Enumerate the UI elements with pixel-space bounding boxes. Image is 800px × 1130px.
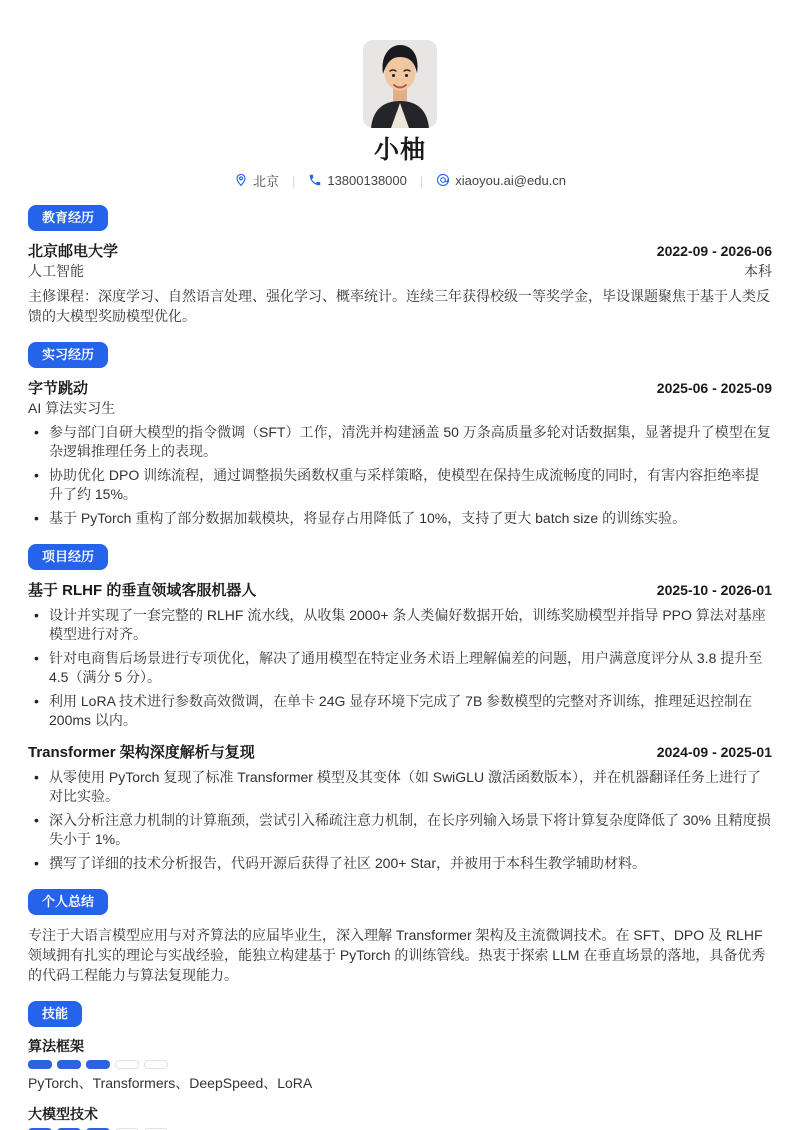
bullet-item: • 基于 PyTorch 重构了部分数据加载模块，将显存占用降低了 10%，支持了更大 batch size 的训练实验。 — [28, 509, 772, 528]
education-entry-head — [28, 241, 772, 262]
contact-phone-text: 13800138000 — [327, 172, 407, 188]
section-projects — [28, 544, 772, 873]
section-education — [28, 205, 772, 326]
contact-phone — [308, 173, 407, 188]
internship-entry-head — [28, 378, 772, 399]
bullet-item: • 深入分析注意力机制的计算瓶颈，尝试引入稀疏注意力机制，在长序列输入场景下将计算复杂度降低了 30% 且精度损失小于 1%。 — [28, 811, 772, 849]
skill-level-segment — [86, 1060, 110, 1069]
contact-email-text: xiaoyou.ai@edu.cn — [455, 172, 567, 188]
education-major: 人工智能 — [28, 263, 84, 279]
project-title: Transformer 架构深度解析与复现 — [28, 744, 255, 761]
contact-location-text: 北京 — [252, 173, 279, 189]
section-badge-skills: 技能 — [28, 1001, 82, 1027]
section-summary — [28, 889, 772, 985]
phone-icon — [308, 173, 322, 187]
summary-text: 专注于大语言模型应用与对齐算法的应届毕业生，深入理解 Transformer 架构及主流微调技术。在 SFT、DPO 及 RLHF 领域拥有扎实的理论与实战经验，能独立构建基于 PyTorch 的训练管线。热衷于探索 LLM 在垂直场景的落地，具备优秀的代码工程能力与算法复现能力。 — [28, 927, 766, 983]
bullet-item: • 利用 LoRA 技术进行参数高效微调，在单卡 24G 显存环境下完成了 7B 参数模型的完整对齐训练，推理延迟控制在 200ms 以内。 — [28, 692, 772, 730]
skill-level-segment — [115, 1060, 139, 1069]
skill-name: 算法框架 — [28, 1038, 84, 1054]
section-badge-internship: 实习经历 — [28, 342, 108, 368]
contact-location — [234, 171, 279, 190]
email-icon — [436, 173, 450, 187]
section-badge-projects: 项目经历 — [28, 544, 108, 570]
school-name: 北京邮电大学 — [28, 243, 119, 260]
project-entry-head — [28, 580, 772, 601]
project-entry-head — [28, 742, 772, 763]
internship-role: AI 算法实习生 — [28, 400, 116, 416]
project-date: 2025-10 - 2026-01 — [656, 582, 772, 598]
bullet-item: • 参与部门自研大模型的指令微调（SFT）工作，清洗并构建涵盖 50 万条高质量多轮对话数据集，显著提升了模型在复杂逻辑推理任务上的表现。 — [28, 423, 772, 461]
contact-row — [28, 171, 772, 189]
company-name: 字节跳动 — [28, 380, 89, 397]
contact-separator: | — [419, 172, 424, 188]
project-title: 基于 RLHF 的垂直领域客服机器人 — [28, 582, 257, 599]
project-date: 2024-09 - 2025-01 — [656, 744, 772, 760]
education-date: 2022-09 - 2026-06 — [656, 243, 772, 259]
section-internship — [28, 342, 772, 528]
location-icon — [234, 173, 248, 187]
skill-detail: PyTorch、Transformers、DeepSpeed、LoRA — [28, 1075, 313, 1091]
bullet-item: • 针对电商售后场景进行专项优化，解决了通用模型在特定业务术语上理解偏差的问题，用户满意度评分从 3.8 提升至 4.5（满分 5 分）。 — [28, 649, 772, 687]
education-degree: 本科 — [744, 263, 772, 279]
skill-level-segment — [144, 1060, 168, 1069]
education-description: 主修课程：深度学习、自然语言处理、强化学习、概率统计。连续三年获得校级一等奖学金，毕设课题聚焦于基于人类反馈的大模型奖励模型优化。 — [28, 288, 770, 324]
section-skills — [28, 1001, 772, 1130]
skill-name: 大模型技术 — [28, 1106, 98, 1122]
bullet-item: • 撰写了详细的技术分析报告，代码开源后获得了社区 200+ Star，并被用于本科生教学辅助材料。 — [28, 854, 772, 873]
bullet-item: • 协助优化 DPO 训练流程，通过调整损失函数权重与采样策略，使模型在保持生成流畅度的同时，有害内容拒绝率提升了约 15%。 — [28, 466, 772, 504]
skill-level-segment — [57, 1060, 81, 1069]
internship-date: 2025-06 - 2025-09 — [656, 380, 772, 396]
internship-entry-sub — [28, 399, 772, 418]
skill-level-bar — [28, 1060, 772, 1069]
section-badge-summary: 个人总结 — [28, 889, 108, 915]
project-bullets — [28, 606, 772, 730]
section-badge-education: 教育经历 — [28, 205, 108, 231]
bullet-item: • 设计并实现了一套完整的 RLHF 流水线，从收集 2000+ 条人类偏好数据开始，训练奖励模型并指导 PPO 算法对基座模型进行对齐。 — [28, 606, 772, 644]
contact-email — [436, 173, 566, 188]
profile-photo — [363, 40, 437, 128]
internship-bullets — [28, 423, 772, 528]
education-entry-sub — [28, 262, 772, 281]
bullet-item: • 从零使用 PyTorch 复现了标准 Transformer 模型及其变体（如 SwiGLU 激活函数版本），并在机器翻译任务上进行了对比实验。 — [28, 768, 772, 806]
contact-separator: | — [291, 172, 296, 188]
resume-header — [28, 40, 772, 189]
skill-level-segment — [28, 1060, 52, 1069]
project-bullets — [28, 768, 772, 873]
candidate-name: 小柚 — [373, 136, 426, 164]
